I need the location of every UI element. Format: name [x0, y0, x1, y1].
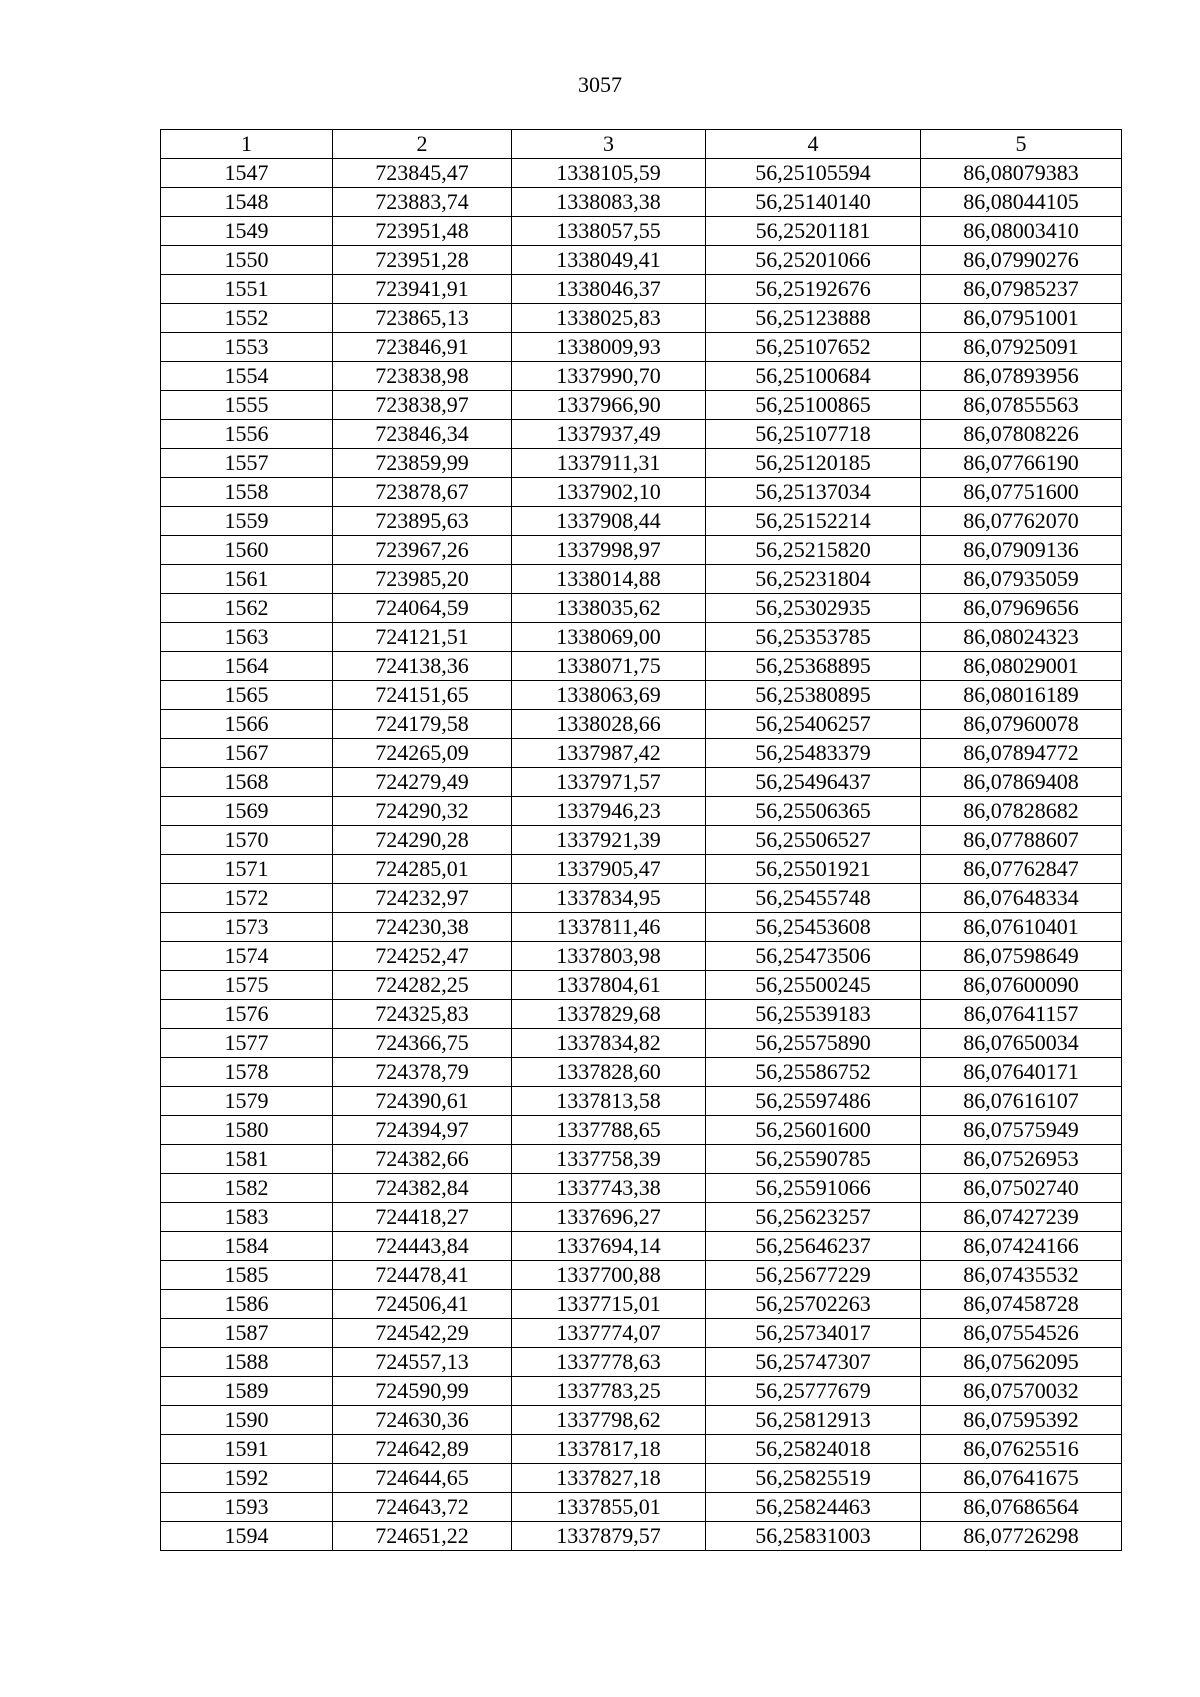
- point-number-cell: 1581: [161, 1145, 333, 1174]
- latitude-cell: 56,25152214: [706, 507, 921, 536]
- x-coordinate-cell: 723883,74: [333, 188, 512, 217]
- y-coordinate-cell: 1337990,70: [512, 362, 706, 391]
- table-row: [161, 1377, 1122, 1406]
- table-row: [161, 304, 1122, 333]
- latitude-cell: 56,25201066: [706, 246, 921, 275]
- point-number-cell: 1593: [161, 1493, 333, 1522]
- table-row: [161, 217, 1122, 246]
- y-coordinate-cell: 1337743,38: [512, 1174, 706, 1203]
- table-row: [161, 739, 1122, 768]
- longitude-cell: 86,07788607: [921, 826, 1122, 855]
- table-row: [161, 507, 1122, 536]
- y-coordinate-cell: 1338063,69: [512, 681, 706, 710]
- longitude-cell: 86,07894772: [921, 739, 1122, 768]
- point-number-cell: 1579: [161, 1087, 333, 1116]
- latitude-cell: 56,25831003: [706, 1522, 921, 1551]
- point-number-cell: 1551: [161, 275, 333, 304]
- point-number-cell: 1584: [161, 1232, 333, 1261]
- point-number-cell: 1554: [161, 362, 333, 391]
- header-row: [161, 130, 1122, 159]
- table-row: [161, 391, 1122, 420]
- x-coordinate-cell: 724382,84: [333, 1174, 512, 1203]
- x-coordinate-cell: 723859,99: [333, 449, 512, 478]
- longitude-cell: 86,07640171: [921, 1058, 1122, 1087]
- x-coordinate-cell: 723985,20: [333, 565, 512, 594]
- longitude-cell: 86,07960078: [921, 710, 1122, 739]
- y-coordinate-cell: 1337911,31: [512, 449, 706, 478]
- latitude-cell: 56,25496437: [706, 768, 921, 797]
- y-coordinate-cell: 1337817,18: [512, 1435, 706, 1464]
- latitude-cell: 56,25140140: [706, 188, 921, 217]
- table-row: [161, 1522, 1122, 1551]
- point-number-cell: 1561: [161, 565, 333, 594]
- table-row: [161, 623, 1122, 652]
- table-row: [161, 1464, 1122, 1493]
- point-number-cell: 1591: [161, 1435, 333, 1464]
- latitude-cell: 56,25586752: [706, 1058, 921, 1087]
- point-number-cell: 1568: [161, 768, 333, 797]
- point-number-cell: 1557: [161, 449, 333, 478]
- latitude-cell: 56,25123888: [706, 304, 921, 333]
- y-coordinate-cell: 1337715,01: [512, 1290, 706, 1319]
- latitude-cell: 56,25825519: [706, 1464, 921, 1493]
- longitude-cell: 86,07650034: [921, 1029, 1122, 1058]
- x-coordinate-cell: 723878,67: [333, 478, 512, 507]
- longitude-cell: 86,07828682: [921, 797, 1122, 826]
- point-number-cell: 1570: [161, 826, 333, 855]
- y-coordinate-cell: 1338071,75: [512, 652, 706, 681]
- y-coordinate-cell: 1337828,60: [512, 1058, 706, 1087]
- y-coordinate-cell: 1337783,25: [512, 1377, 706, 1406]
- table-row: [161, 188, 1122, 217]
- latitude-cell: 56,25231804: [706, 565, 921, 594]
- y-coordinate-cell: 1337946,23: [512, 797, 706, 826]
- table-row: [161, 449, 1122, 478]
- longitude-cell: 86,07909136: [921, 536, 1122, 565]
- table-row: [161, 1261, 1122, 1290]
- y-coordinate-cell: 1337987,42: [512, 739, 706, 768]
- longitude-cell: 86,07751600: [921, 478, 1122, 507]
- x-coordinate-cell: 724478,41: [333, 1261, 512, 1290]
- latitude-cell: 56,25501921: [706, 855, 921, 884]
- table-row: [161, 1145, 1122, 1174]
- y-coordinate-cell: 1338057,55: [512, 217, 706, 246]
- x-coordinate-cell: 723865,13: [333, 304, 512, 333]
- table-row: [161, 681, 1122, 710]
- longitude-cell: 86,07808226: [921, 420, 1122, 449]
- x-coordinate-cell: 724252,47: [333, 942, 512, 971]
- point-number-cell: 1556: [161, 420, 333, 449]
- table-row: [161, 797, 1122, 826]
- longitude-cell: 86,07855563: [921, 391, 1122, 420]
- longitude-cell: 86,07570032: [921, 1377, 1122, 1406]
- longitude-cell: 86,07598649: [921, 942, 1122, 971]
- x-coordinate-cell: 724542,29: [333, 1319, 512, 1348]
- y-coordinate-cell: 1337803,98: [512, 942, 706, 971]
- latitude-cell: 56,25107718: [706, 420, 921, 449]
- longitude-cell: 86,07502740: [921, 1174, 1122, 1203]
- longitude-cell: 86,07969656: [921, 594, 1122, 623]
- longitude-cell: 86,07935059: [921, 565, 1122, 594]
- x-coordinate-cell: 724179,58: [333, 710, 512, 739]
- y-coordinate-cell: 1337798,62: [512, 1406, 706, 1435]
- longitude-cell: 86,07562095: [921, 1348, 1122, 1377]
- x-coordinate-cell: 723951,48: [333, 217, 512, 246]
- longitude-cell: 86,07424166: [921, 1232, 1122, 1261]
- latitude-cell: 56,25597486: [706, 1087, 921, 1116]
- y-coordinate-cell: 1337788,65: [512, 1116, 706, 1145]
- table-row: [161, 855, 1122, 884]
- point-number-cell: 1585: [161, 1261, 333, 1290]
- longitude-cell: 86,07641157: [921, 1000, 1122, 1029]
- table-body: [161, 159, 1122, 1551]
- longitude-cell: 86,08003410: [921, 217, 1122, 246]
- longitude-cell: 86,07951001: [921, 304, 1122, 333]
- table-header: [161, 130, 1122, 159]
- point-number-cell: 1574: [161, 942, 333, 971]
- longitude-cell: 86,07625516: [921, 1435, 1122, 1464]
- longitude-cell: 86,07526953: [921, 1145, 1122, 1174]
- point-number-cell: 1548: [161, 188, 333, 217]
- table-row: [161, 710, 1122, 739]
- y-coordinate-cell: 1338014,88: [512, 565, 706, 594]
- point-number-cell: 1555: [161, 391, 333, 420]
- y-coordinate-cell: 1337827,18: [512, 1464, 706, 1493]
- longitude-cell: 86,07610401: [921, 913, 1122, 942]
- point-number-cell: 1563: [161, 623, 333, 652]
- x-coordinate-cell: 723941,91: [333, 275, 512, 304]
- table-row: [161, 420, 1122, 449]
- y-coordinate-cell: 1337696,27: [512, 1203, 706, 1232]
- x-coordinate-cell: 723895,63: [333, 507, 512, 536]
- column-header-1: 1: [161, 130, 333, 159]
- table-row: [161, 971, 1122, 1000]
- latitude-cell: 56,25646237: [706, 1232, 921, 1261]
- y-coordinate-cell: 1337811,46: [512, 913, 706, 942]
- y-coordinate-cell: 1337694,14: [512, 1232, 706, 1261]
- latitude-cell: 56,25824463: [706, 1493, 921, 1522]
- point-number-cell: 1582: [161, 1174, 333, 1203]
- latitude-cell: 56,25100865: [706, 391, 921, 420]
- latitude-cell: 56,25623257: [706, 1203, 921, 1232]
- latitude-cell: 56,25702263: [706, 1290, 921, 1319]
- table-row: [161, 246, 1122, 275]
- x-coordinate-cell: 724590,99: [333, 1377, 512, 1406]
- latitude-cell: 56,25302935: [706, 594, 921, 623]
- latitude-cell: 56,25406257: [706, 710, 921, 739]
- table-row: [161, 913, 1122, 942]
- x-coordinate-cell: 723838,97: [333, 391, 512, 420]
- latitude-cell: 56,25100684: [706, 362, 921, 391]
- longitude-cell: 86,07458728: [921, 1290, 1122, 1319]
- table-row: [161, 1058, 1122, 1087]
- x-coordinate-cell: 724232,97: [333, 884, 512, 913]
- latitude-cell: 56,25500245: [706, 971, 921, 1000]
- point-number-cell: 1577: [161, 1029, 333, 1058]
- latitude-cell: 56,25107652: [706, 333, 921, 362]
- latitude-cell: 56,25590785: [706, 1145, 921, 1174]
- table-row: [161, 565, 1122, 594]
- x-coordinate-cell: 724325,83: [333, 1000, 512, 1029]
- point-number-cell: 1575: [161, 971, 333, 1000]
- y-coordinate-cell: 1337778,63: [512, 1348, 706, 1377]
- longitude-cell: 86,07893956: [921, 362, 1122, 391]
- point-number-cell: 1580: [161, 1116, 333, 1145]
- latitude-cell: 56,25483379: [706, 739, 921, 768]
- page-number: 3057: [578, 72, 622, 97]
- table-row: [161, 275, 1122, 304]
- x-coordinate-cell: 724642,89: [333, 1435, 512, 1464]
- table-row: [161, 1406, 1122, 1435]
- point-number-cell: 1589: [161, 1377, 333, 1406]
- x-coordinate-cell: 724651,22: [333, 1522, 512, 1551]
- x-coordinate-cell: 724138,36: [333, 652, 512, 681]
- point-number-cell: 1549: [161, 217, 333, 246]
- latitude-cell: 56,25591066: [706, 1174, 921, 1203]
- x-coordinate-cell: 724282,25: [333, 971, 512, 1000]
- point-number-cell: 1592: [161, 1464, 333, 1493]
- x-coordinate-cell: 724630,36: [333, 1406, 512, 1435]
- table-row: [161, 652, 1122, 681]
- point-number-cell: 1560: [161, 536, 333, 565]
- longitude-cell: 86,07762070: [921, 507, 1122, 536]
- table-row: [161, 1348, 1122, 1377]
- table-row: [161, 826, 1122, 855]
- latitude-cell: 56,25539183: [706, 1000, 921, 1029]
- x-coordinate-cell: 724378,79: [333, 1058, 512, 1087]
- point-number-cell: 1588: [161, 1348, 333, 1377]
- longitude-cell: 86,08044105: [921, 188, 1122, 217]
- x-coordinate-cell: 724557,13: [333, 1348, 512, 1377]
- column-header-3: 3: [512, 130, 706, 159]
- latitude-cell: 56,25368895: [706, 652, 921, 681]
- x-coordinate-cell: 723951,28: [333, 246, 512, 275]
- table-row: [161, 1174, 1122, 1203]
- y-coordinate-cell: 1338046,37: [512, 275, 706, 304]
- latitude-cell: 56,25455748: [706, 884, 921, 913]
- longitude-cell: 86,08024323: [921, 623, 1122, 652]
- table-row: [161, 884, 1122, 913]
- y-coordinate-cell: 1337855,01: [512, 1493, 706, 1522]
- longitude-cell: 86,07427239: [921, 1203, 1122, 1232]
- longitude-cell: 86,07762847: [921, 855, 1122, 884]
- y-coordinate-cell: 1337834,95: [512, 884, 706, 913]
- point-number-cell: 1566: [161, 710, 333, 739]
- x-coordinate-cell: 724366,75: [333, 1029, 512, 1058]
- x-coordinate-cell: 724394,97: [333, 1116, 512, 1145]
- y-coordinate-cell: 1337902,10: [512, 478, 706, 507]
- coordinates-table: [160, 129, 1122, 1551]
- y-coordinate-cell: 1337966,90: [512, 391, 706, 420]
- y-coordinate-cell: 1338069,00: [512, 623, 706, 652]
- y-coordinate-cell: 1337908,44: [512, 507, 706, 536]
- point-number-cell: 1552: [161, 304, 333, 333]
- longitude-cell: 86,07985237: [921, 275, 1122, 304]
- point-number-cell: 1565: [161, 681, 333, 710]
- x-coordinate-cell: 724418,27: [333, 1203, 512, 1232]
- x-coordinate-cell: 724506,41: [333, 1290, 512, 1319]
- y-coordinate-cell: 1337804,61: [512, 971, 706, 1000]
- longitude-cell: 86,07990276: [921, 246, 1122, 275]
- x-coordinate-cell: 724279,49: [333, 768, 512, 797]
- y-coordinate-cell: 1337829,68: [512, 1000, 706, 1029]
- point-number-cell: 1578: [161, 1058, 333, 1087]
- latitude-cell: 56,25506365: [706, 797, 921, 826]
- longitude-cell: 86,07925091: [921, 333, 1122, 362]
- y-coordinate-cell: 1338035,62: [512, 594, 706, 623]
- table-row: [161, 333, 1122, 362]
- latitude-cell: 56,25453608: [706, 913, 921, 942]
- point-number-cell: 1590: [161, 1406, 333, 1435]
- y-coordinate-cell: 1337700,88: [512, 1261, 706, 1290]
- table-row: [161, 942, 1122, 971]
- point-number-cell: 1587: [161, 1319, 333, 1348]
- latitude-cell: 56,25201181: [706, 217, 921, 246]
- longitude-cell: 86,07554526: [921, 1319, 1122, 1348]
- y-coordinate-cell: 1338025,83: [512, 304, 706, 333]
- x-coordinate-cell: 724121,51: [333, 623, 512, 652]
- point-number-cell: 1576: [161, 1000, 333, 1029]
- latitude-cell: 56,25353785: [706, 623, 921, 652]
- x-coordinate-cell: 724290,28: [333, 826, 512, 855]
- table-row: [161, 1435, 1122, 1464]
- x-coordinate-cell: 724390,61: [333, 1087, 512, 1116]
- column-header-2: 2: [333, 130, 512, 159]
- table-row: [161, 362, 1122, 391]
- point-number-cell: 1564: [161, 652, 333, 681]
- longitude-cell: 86,07600090: [921, 971, 1122, 1000]
- column-header-4: 4: [706, 130, 921, 159]
- column-header-5: 5: [921, 130, 1122, 159]
- x-coordinate-cell: 724151,65: [333, 681, 512, 710]
- longitude-cell: 86,07869408: [921, 768, 1122, 797]
- table-row: [161, 1116, 1122, 1145]
- table-row: [161, 536, 1122, 565]
- longitude-cell: 86,07616107: [921, 1087, 1122, 1116]
- latitude-cell: 56,25506527: [706, 826, 921, 855]
- latitude-cell: 56,25824018: [706, 1435, 921, 1464]
- longitude-cell: 86,08016189: [921, 681, 1122, 710]
- point-number-cell: 1583: [161, 1203, 333, 1232]
- y-coordinate-cell: 1338049,41: [512, 246, 706, 275]
- x-coordinate-cell: 723846,91: [333, 333, 512, 362]
- y-coordinate-cell: 1337879,57: [512, 1522, 706, 1551]
- y-coordinate-cell: 1337971,57: [512, 768, 706, 797]
- longitude-cell: 86,07726298: [921, 1522, 1122, 1551]
- point-number-cell: 1559: [161, 507, 333, 536]
- latitude-cell: 56,25137034: [706, 478, 921, 507]
- table-row: [161, 159, 1122, 188]
- x-coordinate-cell: 724382,66: [333, 1145, 512, 1174]
- latitude-cell: 56,25747307: [706, 1348, 921, 1377]
- point-number-cell: 1573: [161, 913, 333, 942]
- table-row: [161, 1493, 1122, 1522]
- y-coordinate-cell: 1337758,39: [512, 1145, 706, 1174]
- x-coordinate-cell: 724644,65: [333, 1464, 512, 1493]
- latitude-cell: 56,25777679: [706, 1377, 921, 1406]
- latitude-cell: 56,25677229: [706, 1261, 921, 1290]
- table-row: [161, 768, 1122, 797]
- longitude-cell: 86,07641675: [921, 1464, 1122, 1493]
- x-coordinate-cell: 723846,34: [333, 420, 512, 449]
- point-number-cell: 1567: [161, 739, 333, 768]
- x-coordinate-cell: 723967,26: [333, 536, 512, 565]
- x-coordinate-cell: 723845,47: [333, 159, 512, 188]
- point-number-cell: 1550: [161, 246, 333, 275]
- y-coordinate-cell: 1338009,93: [512, 333, 706, 362]
- point-number-cell: 1553: [161, 333, 333, 362]
- table-row: [161, 1290, 1122, 1319]
- longitude-cell: 86,07686564: [921, 1493, 1122, 1522]
- latitude-cell: 56,25192676: [706, 275, 921, 304]
- point-number-cell: 1572: [161, 884, 333, 913]
- latitude-cell: 56,25105594: [706, 159, 921, 188]
- table-row: [161, 1029, 1122, 1058]
- x-coordinate-cell: 724443,84: [333, 1232, 512, 1261]
- longitude-cell: 86,07575949: [921, 1116, 1122, 1145]
- y-coordinate-cell: 1337937,49: [512, 420, 706, 449]
- y-coordinate-cell: 1337998,97: [512, 536, 706, 565]
- latitude-cell: 56,25812913: [706, 1406, 921, 1435]
- table-row: [161, 478, 1122, 507]
- y-coordinate-cell: 1338105,59: [512, 159, 706, 188]
- y-coordinate-cell: 1338083,38: [512, 188, 706, 217]
- x-coordinate-cell: 724064,59: [333, 594, 512, 623]
- y-coordinate-cell: 1337921,39: [512, 826, 706, 855]
- point-number-cell: 1571: [161, 855, 333, 884]
- table-row: [161, 1232, 1122, 1261]
- y-coordinate-cell: 1337834,82: [512, 1029, 706, 1058]
- y-coordinate-cell: 1337774,07: [512, 1319, 706, 1348]
- y-coordinate-cell: 1337813,58: [512, 1087, 706, 1116]
- table-row: [161, 1203, 1122, 1232]
- longitude-cell: 86,07435532: [921, 1261, 1122, 1290]
- latitude-cell: 56,25734017: [706, 1319, 921, 1348]
- longitude-cell: 86,08029001: [921, 652, 1122, 681]
- latitude-cell: 56,25473506: [706, 942, 921, 971]
- point-number-cell: 1558: [161, 478, 333, 507]
- table-row: [161, 1319, 1122, 1348]
- longitude-cell: 86,07766190: [921, 449, 1122, 478]
- y-coordinate-cell: 1338028,66: [512, 710, 706, 739]
- table-row: [161, 1087, 1122, 1116]
- x-coordinate-cell: 724230,38: [333, 913, 512, 942]
- latitude-cell: 56,25575890: [706, 1029, 921, 1058]
- x-coordinate-cell: 723838,98: [333, 362, 512, 391]
- table-row: [161, 1000, 1122, 1029]
- latitude-cell: 56,25380895: [706, 681, 921, 710]
- y-coordinate-cell: 1337905,47: [512, 855, 706, 884]
- point-number-cell: 1547: [161, 159, 333, 188]
- point-number-cell: 1586: [161, 1290, 333, 1319]
- point-number-cell: 1594: [161, 1522, 333, 1551]
- point-number-cell: 1569: [161, 797, 333, 826]
- longitude-cell: 86,08079383: [921, 159, 1122, 188]
- longitude-cell: 86,07648334: [921, 884, 1122, 913]
- point-number-cell: 1562: [161, 594, 333, 623]
- x-coordinate-cell: 724285,01: [333, 855, 512, 884]
- x-coordinate-cell: 724643,72: [333, 1493, 512, 1522]
- latitude-cell: 56,25120185: [706, 449, 921, 478]
- table-row: [161, 594, 1122, 623]
- x-coordinate-cell: 724290,32: [333, 797, 512, 826]
- x-coordinate-cell: 724265,09: [333, 739, 512, 768]
- latitude-cell: 56,25215820: [706, 536, 921, 565]
- latitude-cell: 56,25601600: [706, 1116, 921, 1145]
- longitude-cell: 86,07595392: [921, 1406, 1122, 1435]
